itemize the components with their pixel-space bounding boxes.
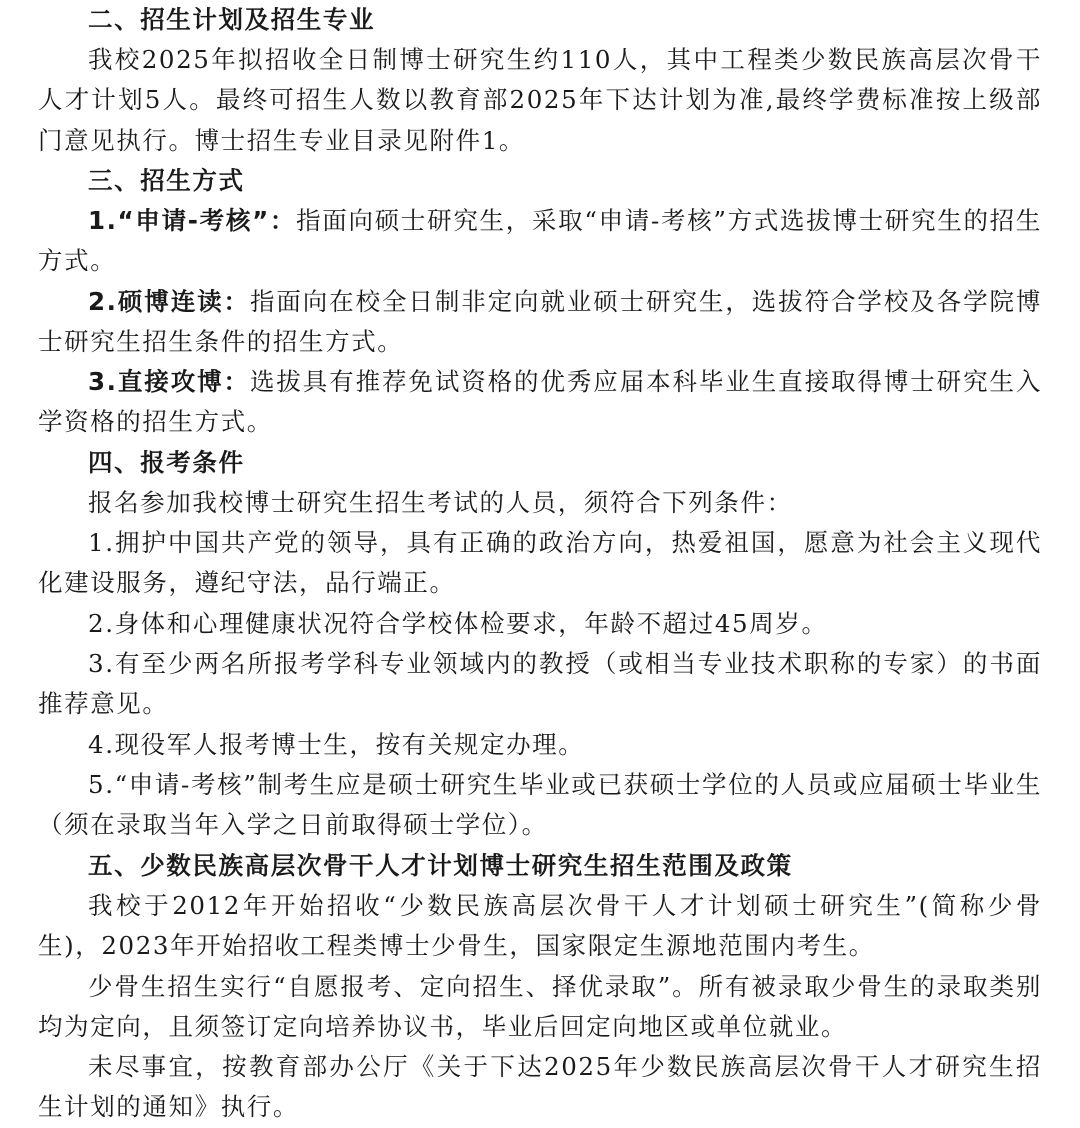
section-heading-methods: 三、招生方式	[88, 166, 245, 195]
condition-item: 5.“申请-考核”制考生应是硕士研究生毕业或已获硕士学位的人员或应届硕士毕业生（须在录取当年入学之日前取得硕士学位）。	[38, 770, 1042, 840]
method-label: 1.“申请-考核”：	[88, 206, 297, 235]
method-text: 指面向在校全日制非定向就业硕士研究生，选拔符合学校及各学院博士研究生招生条件的招生方式。	[38, 287, 1042, 357]
section-heading-minority-program: 五、少数民族高层次骨干人才计划博士研究生招生范围及政策	[88, 851, 793, 880]
section-heading-plan: 二、招生计划及招生专业	[88, 5, 376, 34]
method-item-master-doctor	[38, 282, 1042, 363]
method-text: 指面向硕士研究生，采取“申请-考核”方式选拔博士研究生的招生方式。	[38, 206, 1042, 276]
method-item-direct-phd	[38, 362, 1042, 443]
conditions-intro: 报名参加我校博士研究生招生考试的人员，须符合下列条件：	[88, 488, 793, 517]
condition-item: 3.有至少两名所报考学科专业领域内的教授（或相当专业技术职称的专家）的书面推荐意见。	[38, 649, 1042, 719]
method-item-apply-assess	[38, 201, 1042, 282]
plan-paragraph: 我校2025年拟招收全日制博士研究生约110人，其中工程类少数民族高层次骨干人才计划5人。最终可招生人数以教育部2025年下达计划为准,最终学费标准按上级部门意见执行。博士招生专业目录见附件1。	[38, 45, 1042, 155]
minority-paragraph: 少骨生招生实行“自愿报考、定向招生、择优录取”。所有被录取少骨生的录取类别均为定向，且须签订定向培养协议书，毕业后回定向地区或单位就业。	[38, 972, 1042, 1042]
minority-paragraph: 未尽事宜，按教育部办公厅《关于下达2025年少数民族高层次骨干人才研究生招生计划的通知》执行。	[38, 1052, 1042, 1122]
method-label: 3.直接攻博：	[88, 367, 250, 396]
method-text: 选拔具有推荐免试资格的优秀应届本科毕业生直接取得博士研究生入学资格的招生方式。	[38, 367, 1042, 437]
condition-item: 1.拥护中国共产党的领导，具有正确的政治方向，热爱祖国，愿意为社会主义现代化建设服务，遵纪守法，品行端正。	[38, 528, 1042, 598]
condition-item: 4.现役军人报考博士生，按有关规定办理。	[88, 730, 585, 759]
minority-paragraph: 我校于2012年开始招收“少数民族高层次骨干人才计划硕士研究生”(简称少骨生)，2023年开始招收工程类博士少骨生，国家限定生源地范围内考生。	[38, 891, 1042, 961]
section-heading-conditions: 四、报考条件	[88, 448, 245, 477]
method-label: 2.硕博连读：	[88, 287, 250, 316]
condition-item: 2.身体和心理健康状况符合学校体检要求，年龄不超过45周岁。	[88, 609, 828, 638]
